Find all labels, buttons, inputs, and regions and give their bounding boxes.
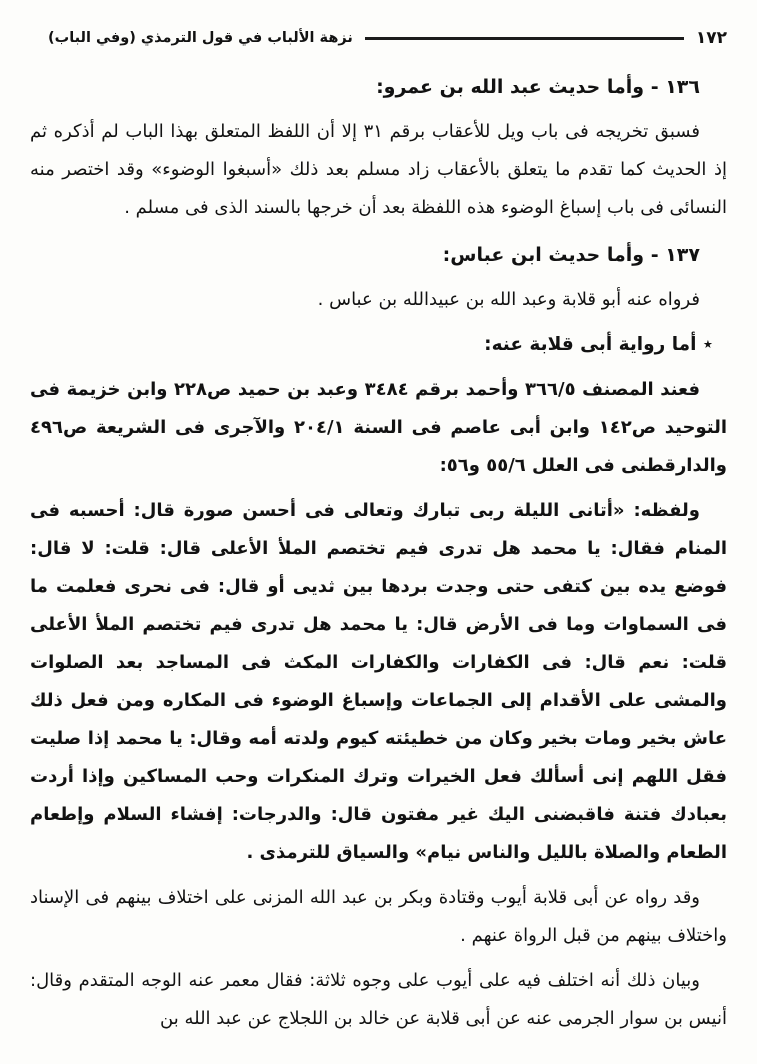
subheading-abu-qilaba-narration: ٭ أما رواية أبى قلابة عنه: [484, 334, 713, 355]
paragraph-isnad-differences: وقد رواه عن أبى قلابة أيوب وقتادة وبكر بن عبد الله المزنى على اختلاف بينهم فى الإسناد واختلاف بينهم من قبل الرواة عنهم . [30, 887, 727, 946]
hadith-heading-137: ١٣٧ - وأما حديث ابن عباس: [442, 244, 700, 266]
page-number: ١٧٢ [695, 28, 727, 48]
header-rule [365, 37, 684, 40]
paragraph-takhrij-136: فسبق تخريجه فى باب ويل للأعقاب برقم ٣١ إلا أن اللفظ المتعلق بهذا الباب لم أذكره ثم إذ الحديث كما تقدم ما يتعلق بالأعقاب زاد مسلم بعد ذلك «أسبغوا الوضوء» وقد اختصر منه النسائى فى باب إسباغ الوضوء هذه اللفظة بعد أن خرجها بالسند الذى فى مسلم . [30, 121, 727, 218]
hadith-heading-136: ١٣٦ - وأما حديث عبد الله بن عمرو: [376, 76, 700, 98]
paragraph-hadith-text: ولفظه: «أتانى الليلة ربى تبارك وتعالى فى أحسن صورة قال: أحسبه فى المنام فقال: يا محمد هل تدرى فيم تختصم الملأ الأعلى قال: قلت: لا قال: فوضع يده بين كتفى حتى وجدت بردها بين ثديى أو قال: فى نحرى فعلمت ما فى السماوات وما فى الأرض قال: يا محمد هل تدرى فيم تختصم الملأ الأعلى قلت: نعم قال: فى الكفارات والكفارات المكث فى المساجد بعد الصلوات والمشى على الأقدام إلى الجماعات وإسباغ الوضوء فى المكاره ومن فعل ذلك عاش بخير ومات بخير وكان من خطيئته كيوم ولدته أمه وقال: يا محمد إذا صليت فقل اللهم إنى أسألك فعل الخيرات وترك المنكرات وحب المساكين وإذا أردت بعبادك فتنة فاقبضنى اليك غير مفتون قال: والدرجات: إفشاء السلام وإطعام الطعام والصلاة بالليل والناس نيام» والسياق للترمذى . [30, 500, 727, 863]
paragraph-sources-references: فعند المصنف ٣٦٦/٥ وأحمد برقم ٣٤٨٤ وعبد بن حميد ص٢٢٨ وابن خزيمة فى التوحيد ص١٤٢ وابن أبى عاصم فى السنة ٢٠٤/١ والآجرى فى الشريعة ص٤٩٦ والدارقطنى فى العلل ٥٥/٦ و٥٦: [30, 379, 728, 476]
paragraph-explanation: وبيان ذلك أنه اختلف فيه على أيوب على وجوه ثلاثة: فقال معمر عنه الوجه المتقدم وقال: أنيس بن سوار الجرمى عنه عن أبى قلابة عن خالد بن اللجلاج عن عبد الله بن [30, 970, 727, 1029]
book-title: نزهة الألباب في قول الترمذي (وفي الباب) [48, 30, 353, 46]
paragraph-narrators-137: فرواه عنه أبو قلابة وعبد الله بن عبيدالله بن عباس . [317, 289, 700, 310]
running-header [30, 28, 727, 48]
page-content [30, 68, 727, 1038]
